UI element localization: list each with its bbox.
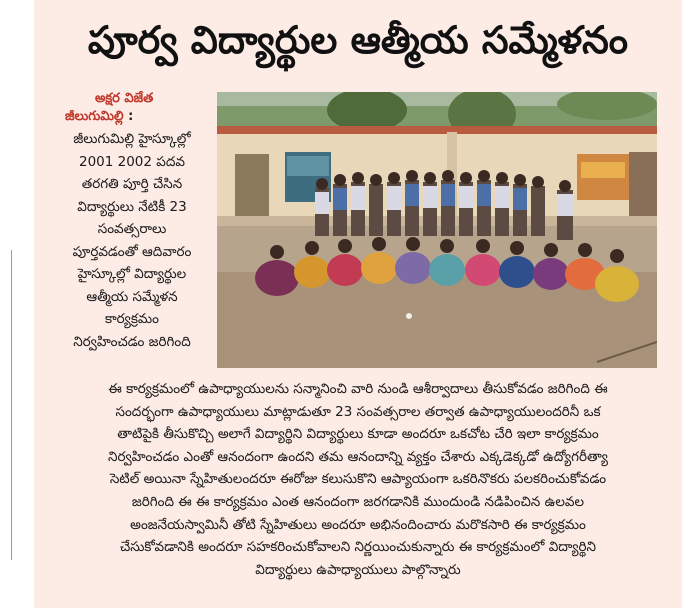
article-body bbox=[42, 378, 674, 581]
dateline-place: జీలుగుమిల్లి bbox=[65, 109, 124, 124]
text-line: ఆత్మీయ సమ్మేళన bbox=[86, 288, 178, 305]
text-line: జీలుగుమిల్లి హైస్కూల్లో bbox=[73, 131, 191, 147]
side-column-text bbox=[52, 128, 212, 353]
text-line: తాటిపైకి తీసుకొచ్చి అలాగే విద్యార్థిని విద్యార్థులు కూడా అందరూ ఒకచోట చేరి ఇలా కార్యక్రమం bbox=[117, 426, 599, 443]
column-rule bbox=[11, 250, 12, 560]
text-line: నిర్వహించడం జరిగింది bbox=[73, 333, 191, 350]
byline-reporter: అక్షర విజేత bbox=[95, 91, 154, 106]
text-line: పూర్తవడంతో ఆదివారం bbox=[72, 243, 192, 260]
group-photo bbox=[217, 92, 657, 368]
text-line: హైస్కూల్లో విద్యార్థుల bbox=[77, 266, 187, 282]
text-line: 2001 2002 పదవ bbox=[78, 153, 186, 170]
text-line: తరగతి పూర్తి చేసిన bbox=[81, 176, 183, 192]
text-line: విద్యార్థులు నేటికీ 23 bbox=[77, 198, 187, 215]
text-line: విద్యార్థులు ఉపాధ్యాయులు పాల్గొన్నారు bbox=[255, 561, 461, 578]
text-line: జరిగింది ఈ ఈ కార్యక్రమం ఎంత ఆనందంగా జరగడానికి ముందుండి నడిపించిన ఉలవల bbox=[131, 493, 585, 510]
text-line: చేసుకోవడానికి అందరూ సహకరించుకోవాలని నిర్ణయించుకున్నారు ఈ కార్యక్రమంలో విద్యార్థిని bbox=[119, 539, 596, 556]
byline-dateline bbox=[55, 108, 205, 126]
text-line: సంవత్సరాలు bbox=[97, 221, 167, 237]
byline bbox=[55, 90, 205, 126]
text-line: కార్యక్రమం bbox=[104, 311, 160, 327]
text-line: నిర్వహించడం ఎంతో ఆనందంగా ఉందని తమ ఆనందాన్ని వ్యక్తం చేశారు ఎక్కడెక్కడో ఉద్యోగరీత్యా bbox=[108, 448, 608, 465]
text-line: ఈ కార్యక్రమంలో ఉపాధ్యాయులను సన్మానించి వారి నుండి ఆశీర్వాదాలు తీసుకోవడం జరిగింది ఈ bbox=[108, 381, 608, 397]
text-line: అంజనేయస్వామినీ తోటి స్నేహితులు అందరూ అభినందించారు మరొకసారి ఈ కార్యక్రమం bbox=[130, 516, 586, 533]
group-photo-illustration bbox=[217, 92, 657, 368]
headline: పూర్వ విద్యార్థుల ఆత్మీయ సమ్మేళనం bbox=[87, 18, 629, 62]
text-line: సందర్భంగా ఉపాధ్యాయులు మాట్లాడుతూ 23 సంవత్సరాల తర్వాత ఉపాధ్యాయులందరినీ ఒక bbox=[115, 403, 601, 420]
dateline-colon: : bbox=[128, 109, 134, 124]
text-line: సెటిల్ అయినా స్నేహితులందరూ ఈరోజు కలుసుకొని ఆప్యాయంగా ఒకరినొకరు పలకరించుకోవడం bbox=[109, 471, 607, 488]
